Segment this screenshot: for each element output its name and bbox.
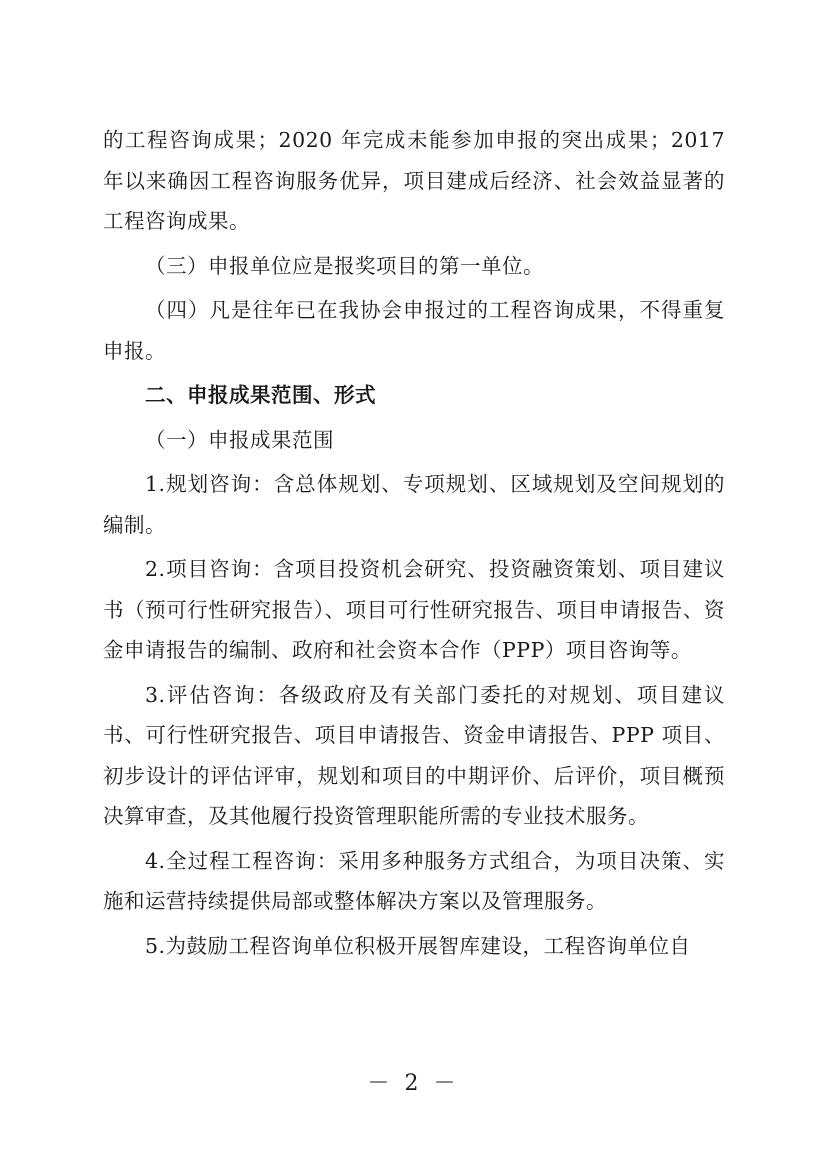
page-number: － 2 －: [367, 1071, 460, 1096]
paragraph-continuation: 的工程咨询成果；2020 年完成未能参加申报的突出成果；2017 年以来确因工程咨询服务优异，项目建成后经济、社会效益显著的工程咨询成果。: [103, 128, 725, 233]
paragraph-item-1: 1.规划咨询：含总体规划、专项规划、区域规划及空间规划的编制。: [103, 472, 725, 537]
paragraph-item-4: 4.全过程工程咨询：采用多种服务方式组合，为项目决策、实施和运营持续提供局部或整体解决方案以及管理服务。: [103, 848, 725, 913]
section-heading: 二、申报成果范围、形式: [145, 383, 376, 407]
paragraph-clause-4: （四）凡是往年已在我协会申报过的工程咨询成果，不得重复申报。: [103, 298, 725, 363]
paragraph-item-2: 2.项目咨询：含项目投资机会研究、投资融资策划、项目建议书（预可行性研究报告）、项目可行性研究报告、项目申请报告、资金申请报告的编制、政府和社会资本合作（PPP）项目咨询等。: [103, 557, 725, 662]
document-body: [103, 120, 725, 970]
paragraph-clause-3: （三）申报单位应是报奖项目的第一单位。: [145, 253, 544, 278]
paragraph-item-3: 3.评估咨询：各级政府及有关部门委托的对规划、项目建议书、可行性研究报告、项目申请报告、资金申请报告、PPP 项目、初步设计的评估评审，规划和项目的中期评价、后评价，项目概预决算审查，及其他履行投资管理职能所需的专业技术服务。: [103, 682, 725, 828]
subsection-heading: （一）申报成果范围: [145, 427, 334, 452]
paragraph-item-5: 5.为鼓励工程咨询单位积极开展智库建设，工程咨询单位自: [145, 933, 691, 958]
